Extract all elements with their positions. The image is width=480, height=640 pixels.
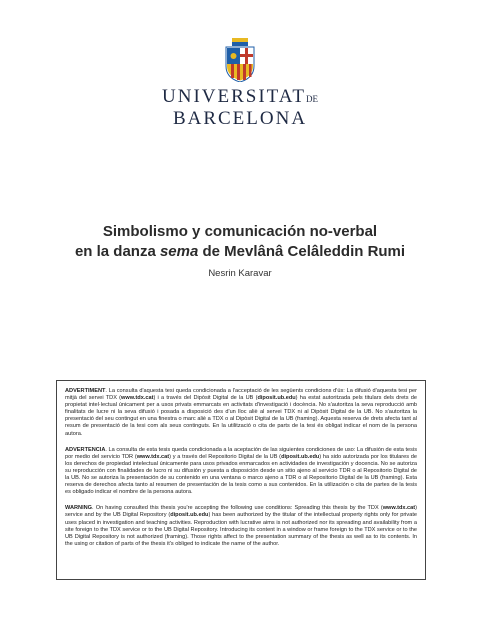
title-line2-pre: en la danza	[74, 243, 160, 260]
title-line2-emphasis: sema	[159, 243, 199, 260]
notice-spanish-text-3: ) ha sido autorizada por los titulares de los derechos de propiedad intelectual únicamente para usos privados enmarcados en actividades de investigación y docencia. No se autoriza su reproducción con finalidades de lucro ni su difusión y puesta a disposición desde un sitio ajeno al servicio TDR o al Repositorio Digital de la UB. No se autoriza la presentación de su contenido en una ventana o marco ajeno a TDR o al Repositorio Digital de la UB (framing). Esta reserva de derechos afecta tanto al resumen de presentación de la tesis como a sus contenidos. En la utilización o cita de partes de la tesis es obligado indicar el nombre de la persona autora.	[65, 453, 417, 496]
institution-name-line2: BARCELONA	[172, 108, 308, 129]
notice-english-link-tdx: www.tdx.cat	[382, 505, 416, 512]
rights-notice-box	[56, 380, 426, 580]
institution-name-universitat: UNIVERSITAT	[162, 86, 306, 107]
notice-english	[65, 505, 417, 548]
thesis-title-line1: Simbolismo y comunicación no-verbal	[102, 223, 378, 240]
notice-english-text-1: . On having consulted this thesis you're accepting the following use conditions: Spreading this thesis by the TDX (	[92, 505, 383, 512]
notice-catalan-text-1: . La consulta d'aquesta tesi queda condicionada a l'acceptació de les següents condicions d'ús: La difusió d'aquesta tesi per mitjà del servei TDX (	[65, 388, 417, 402]
institution-name-de: DE	[305, 94, 318, 104]
notice-spanish-text-1: . La consulta de esta tesis queda condicionada a la aceptación de las siguientes condiciones de uso: La difusión de esta tesis por medio del servicio TDR (	[65, 446, 417, 460]
notice-catalan	[65, 388, 417, 438]
title-line2-post: de Mevlânâ Celâleddin Rumi	[198, 243, 406, 260]
notice-catalan-text-3: ) ha estat autoritzada pels titulars dels drets de propietat intel·lectual únicament per a usos privats emmarcats en activitats d'investigació i docència. No s'autoritza la seva reproducció amb finalitats de lucre ni la seva difusió i posada a disposició des d'un lloc aliè al servei TDX ni al Dipòsit Digital de la UB. No s'autoritza la presentació del seu contingut en una finestra o marc aliè a TDX o al Dipòsit Digital de la UB (framing). Aquesta reserva de drets afecta tant al resum de presentació de la tesi com als seus continguts. En la utilització o cita de parts de la tesi és obligat indicar el nom de la persona autora.	[65, 395, 417, 437]
notice-catalan-link-tdx: www.tdx.cat	[121, 395, 154, 402]
notice-catalan-text-2: ) i a través del Dipòsit Digital de la UB (	[153, 395, 258, 402]
notice-spanish-label: ADVERTENCIA	[65, 446, 106, 453]
notice-spanish	[65, 447, 417, 497]
notice-english-text-3: ) has been authorized by the titular of the intellectual property rights only for private uses placed in investigation and teaching activities. Reproduction with lucrative aims is not authorized nor its spreading and availability from a site foreign to the TDX service or to the UB Digital Repository. Introducing its content in a window or frame foreign to the TDX service or to the UB Digital Repository is not authorized (framing). Those rights affect to the presentation summary of the thesis as well as to its contents. In the using or citation of parts of the thesis it's obliged to indicate the name of the author.	[65, 512, 417, 547]
notice-spanish-link-tdx: www.tdx.cat	[136, 453, 170, 460]
notice-spanish-text-2: ) y a través del Repositorio Digital de la UB (	[169, 453, 282, 460]
notice-catalan-label: ADVERTIMENT	[65, 388, 106, 394]
notice-english-label: WARNING	[65, 505, 93, 512]
thesis-title-line2	[0, 242, 480, 262]
notice-catalan-link-diposit: diposit.ub.edu	[257, 395, 296, 402]
notice-spanish-link-diposit: diposit.ub.edu	[281, 453, 320, 460]
university-crest-icon	[224, 38, 256, 82]
institution-name-line1	[0, 86, 480, 108]
notice-english-text-2: ) service and by the UB Digital Repository (	[65, 505, 417, 519]
thesis-author: Nesrin Karavar	[208, 268, 272, 279]
notice-english-link-diposit: diposit.ub.edu	[170, 512, 209, 519]
thesis-title	[0, 222, 480, 262]
